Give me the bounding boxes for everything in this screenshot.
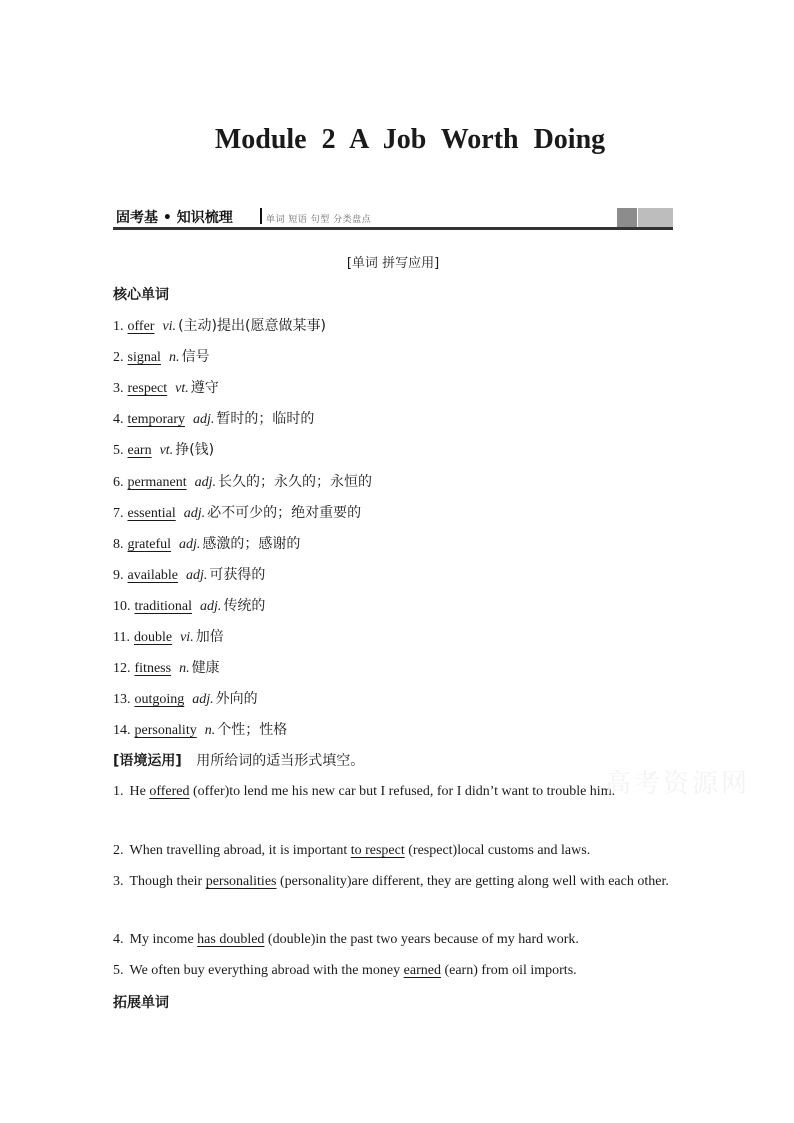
vocab-pos: adj. [192,692,214,707]
vocab-item [113,315,326,335]
sentence-answer: to respect [350,843,405,858]
vocab-meaning: 外向的 [215,691,258,707]
sentence-answer: earned [403,963,441,978]
banner-divider [260,208,262,224]
vocab-pos: adj. [193,412,215,427]
vocab-number: 11. [113,630,130,645]
vocab-item [113,657,220,677]
banner-subtitle: 单词 短语 句型 分类盘点 [266,215,372,225]
vocab-meaning: 暂时的；临时的 [216,411,315,427]
vocab-meaning: 传统的 [223,598,266,614]
vocab-meaning: 个性；性格 [217,722,288,738]
watermark: 高考资源网 [605,769,751,799]
vocab-number: 14. [113,723,131,738]
vocab-item [113,502,361,522]
practice-heading [113,750,364,770]
vocab-number: 10. [113,599,131,614]
practice-sentence [113,867,675,896]
practice-sentence [113,956,675,985]
vocab-answer: permanent [127,475,187,490]
vocab-item [113,471,372,491]
vocab-answer: respect [127,381,168,396]
vocab-item [113,439,214,459]
banner-rule [113,227,673,230]
vocab-item [113,408,314,428]
vocab-pos: n. [179,661,190,676]
practice-sentence [113,777,675,806]
vocab-answer: personality [134,723,197,738]
sentence-answer: personalities [205,874,277,889]
vocab-meaning: 遵守 [190,380,219,396]
sentence-number: 2. [113,843,124,858]
vocab-meaning: 可获得的 [209,567,266,583]
sentence-text-before: He [129,784,150,799]
section-heading: [单词 拼写应用] [346,256,440,271]
vocab-pos: adj. [194,475,216,490]
vocab-pos: adj. [183,506,206,521]
extension-words-heading: 拓展单词 [113,995,169,1011]
practice-sentence [113,925,675,954]
vocab-number: 5. [113,443,124,458]
vocab-pos: adj. [186,568,208,583]
vocab-item [113,719,287,739]
vocab-answer: traditional [134,599,193,614]
vocab-meaning: 挣(钱) [175,442,215,458]
sentence-text-after: (double)in the past two years because of my hard work. [264,932,579,947]
banner-dark-block [617,208,637,227]
vocab-item [113,533,300,553]
sentence-text-before: When travelling abroad, it is important [129,843,351,858]
sentence-text-after: (earn) from oil imports. [440,963,577,978]
vocab-pos: n. [204,723,216,738]
vocab-answer: temporary [127,412,186,427]
banner-title: 固考基 • 知识梳理 [116,210,233,226]
vocab-number: 8. [113,537,124,552]
sentence-text-after: (offer)to lend me his new car but I refused, for I didn’t want to trouble him. [189,784,616,799]
sentence-number: 5. [113,963,124,978]
sentence-text-after: (personality)are different, they are getting along well with each other. [276,874,669,889]
vocab-answer: available [127,568,179,583]
vocab-pos: vt. [175,381,189,396]
practice-sentence [113,836,675,865]
vocab-item [113,595,265,615]
vocab-answer: essential [127,506,176,521]
vocab-pos: vt. [159,443,174,458]
practice-tag: [语境运用] [113,753,182,769]
vocab-number: 4. [113,412,124,427]
vocab-answer: grateful [127,537,172,552]
vocab-answer: offer [127,319,155,334]
vocab-answer: fitness [134,661,172,676]
vocab-pos: adj. [179,537,201,552]
vocab-number: 7. [113,506,124,521]
practice-instruction: 用所给词的适当形式填空。 [196,753,365,769]
vocab-number: 12. [113,661,131,676]
vocab-meaning: 加倍 [195,629,224,645]
vocab-meaning: 必不可少的；绝对重要的 [207,505,362,521]
vocab-answer: double [133,630,173,645]
vocab-number: 6. [113,475,124,490]
vocab-answer: earn [127,443,152,458]
vocab-pos: adj. [200,599,222,614]
sentence-answer: offered [149,784,190,799]
sentence-number: 1. [113,784,124,799]
vocab-number: 2. [113,350,124,365]
vocab-meaning: 健康 [191,660,220,676]
vocab-meaning: 感激的；感谢的 [202,536,301,552]
vocab-item [113,346,209,366]
vocab-item [113,564,265,584]
vocab-item [113,688,258,708]
vocab-item [113,626,224,646]
page-title: Module 2 A Job Worth Doing [214,124,606,155]
vocab-number: 1. [113,319,124,334]
vocab-item [113,377,219,397]
sentence-text-before: My income [129,932,198,947]
banner-light-block [638,208,673,227]
sentence-text-before: Though their [129,874,206,889]
core-words-heading: 核心单词 [113,287,169,303]
vocab-pos: vi. [162,319,177,334]
sentence-answer: has doubled [197,932,265,947]
sentence-text-after: (respect)local customs and laws. [404,843,591,858]
sentence-number: 4. [113,932,124,947]
vocab-pos: n. [168,350,180,365]
vocab-meaning: (主动)提出(愿意做某事) [178,318,326,334]
sentence-text-before: We often buy everything abroad with the money [129,963,404,978]
section-banner [113,205,673,231]
vocab-answer: signal [127,350,161,365]
vocab-meaning: 长久的；永久的；永恒的 [217,474,372,490]
vocab-number: 13. [113,692,131,707]
vocab-answer: outgoing [134,692,185,707]
vocab-number: 9. [113,568,124,583]
vocab-number: 3. [113,381,124,396]
vocab-pos: vi. [180,630,194,645]
vocab-meaning: 信号 [181,349,210,365]
sentence-number: 3. [113,874,124,889]
